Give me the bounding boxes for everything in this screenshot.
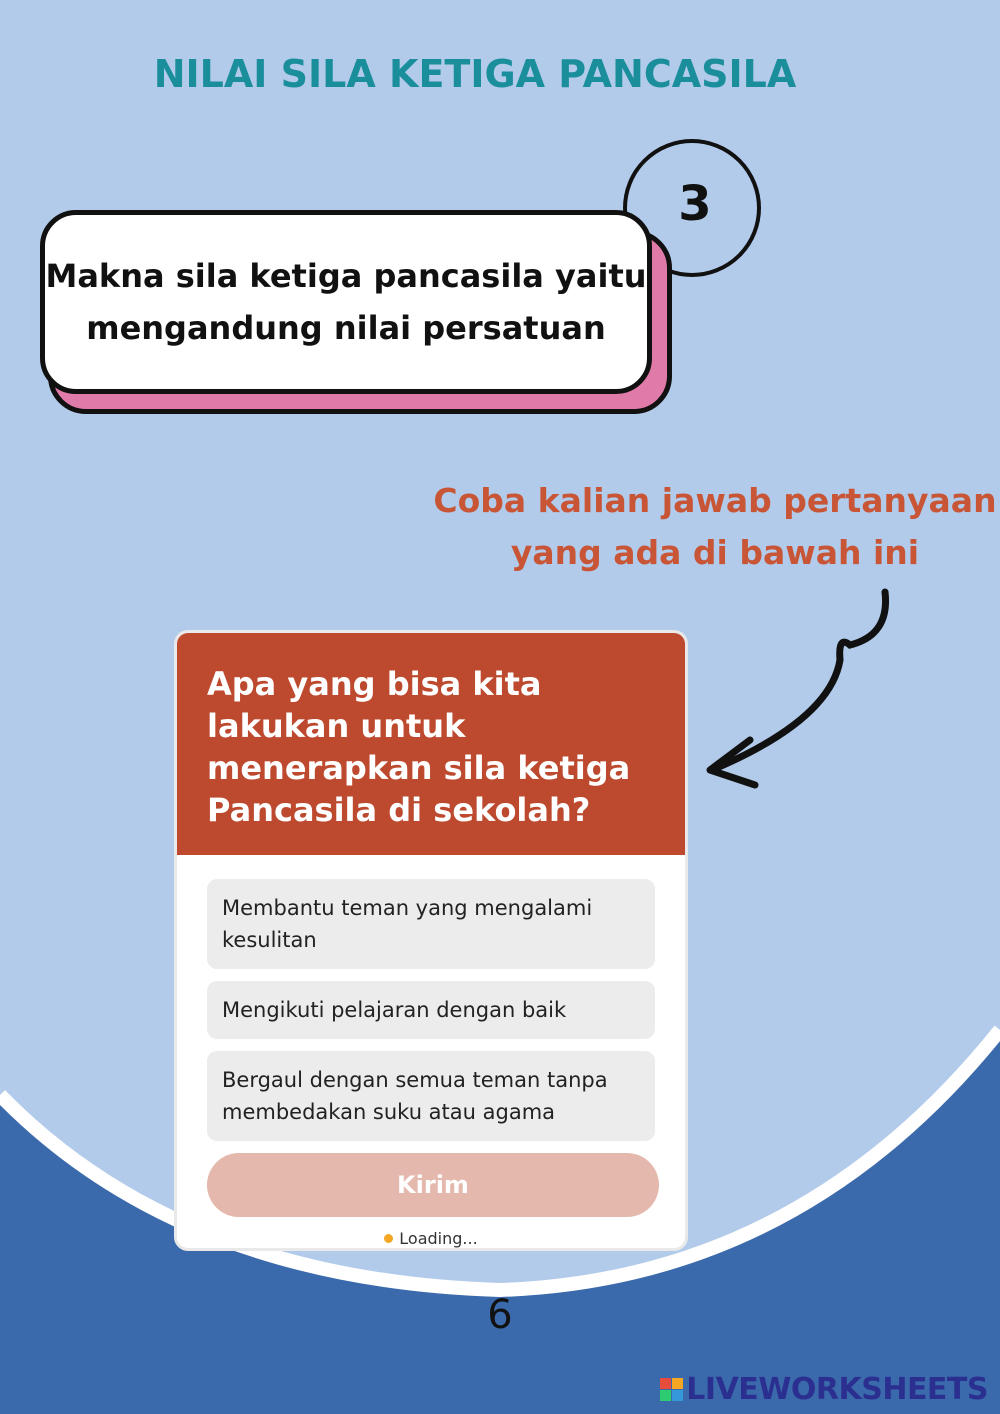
instruction-line-2: yang ada di bawah ini xyxy=(510,533,920,572)
brand-name: LIVEWORKSHEETS xyxy=(686,1372,988,1407)
loading-indicator xyxy=(177,1229,685,1248)
question-line-1: Apa yang bisa kita xyxy=(207,665,542,703)
brand-logo[interactable] xyxy=(660,1372,988,1407)
page-title: NILAI SILA KETIGA PANCASILA xyxy=(153,52,797,96)
loading-dot-icon xyxy=(384,1234,393,1243)
page-number: 6 xyxy=(487,1292,513,1338)
option-3-line-1: Bergaul dengan semua teman tanpa xyxy=(222,1068,608,1092)
card-line-1: Makna sila ketiga pancasila yaitu xyxy=(45,257,647,295)
instruction-line-1: Coba kalian jawab pertanyaan xyxy=(433,481,997,520)
quiz-question xyxy=(177,633,685,855)
step-number: 3 xyxy=(678,176,712,232)
curved-arrow-icon xyxy=(690,580,910,810)
quiz-widget xyxy=(174,630,688,1251)
info-card xyxy=(40,210,652,394)
liveworksheets-logo-icon xyxy=(660,1378,683,1401)
loading-text: Loading... xyxy=(399,1229,478,1248)
card-line-2: mengandung nilai persatuan xyxy=(86,309,606,347)
answer-options xyxy=(177,855,685,1141)
question-line-2: lakukan untuk xyxy=(207,707,466,745)
option-1-line-1: Membantu teman yang mengalami xyxy=(222,896,593,920)
answer-option-1[interactable] xyxy=(207,879,655,969)
option-2-line-1: Mengikuti pelajaran dengan baik xyxy=(222,998,567,1022)
submit-button[interactable]: Kirim xyxy=(207,1153,659,1217)
instruction-text xyxy=(430,475,1000,579)
question-line-4: Pancasila di sekolah? xyxy=(207,791,591,829)
option-1-line-2: kesulitan xyxy=(222,928,317,952)
option-3-line-2: membedakan suku atau agama xyxy=(222,1100,556,1124)
answer-option-2[interactable] xyxy=(207,981,655,1039)
question-line-3: menerapkan sila ketiga xyxy=(207,749,631,787)
answer-option-3[interactable] xyxy=(207,1051,655,1141)
